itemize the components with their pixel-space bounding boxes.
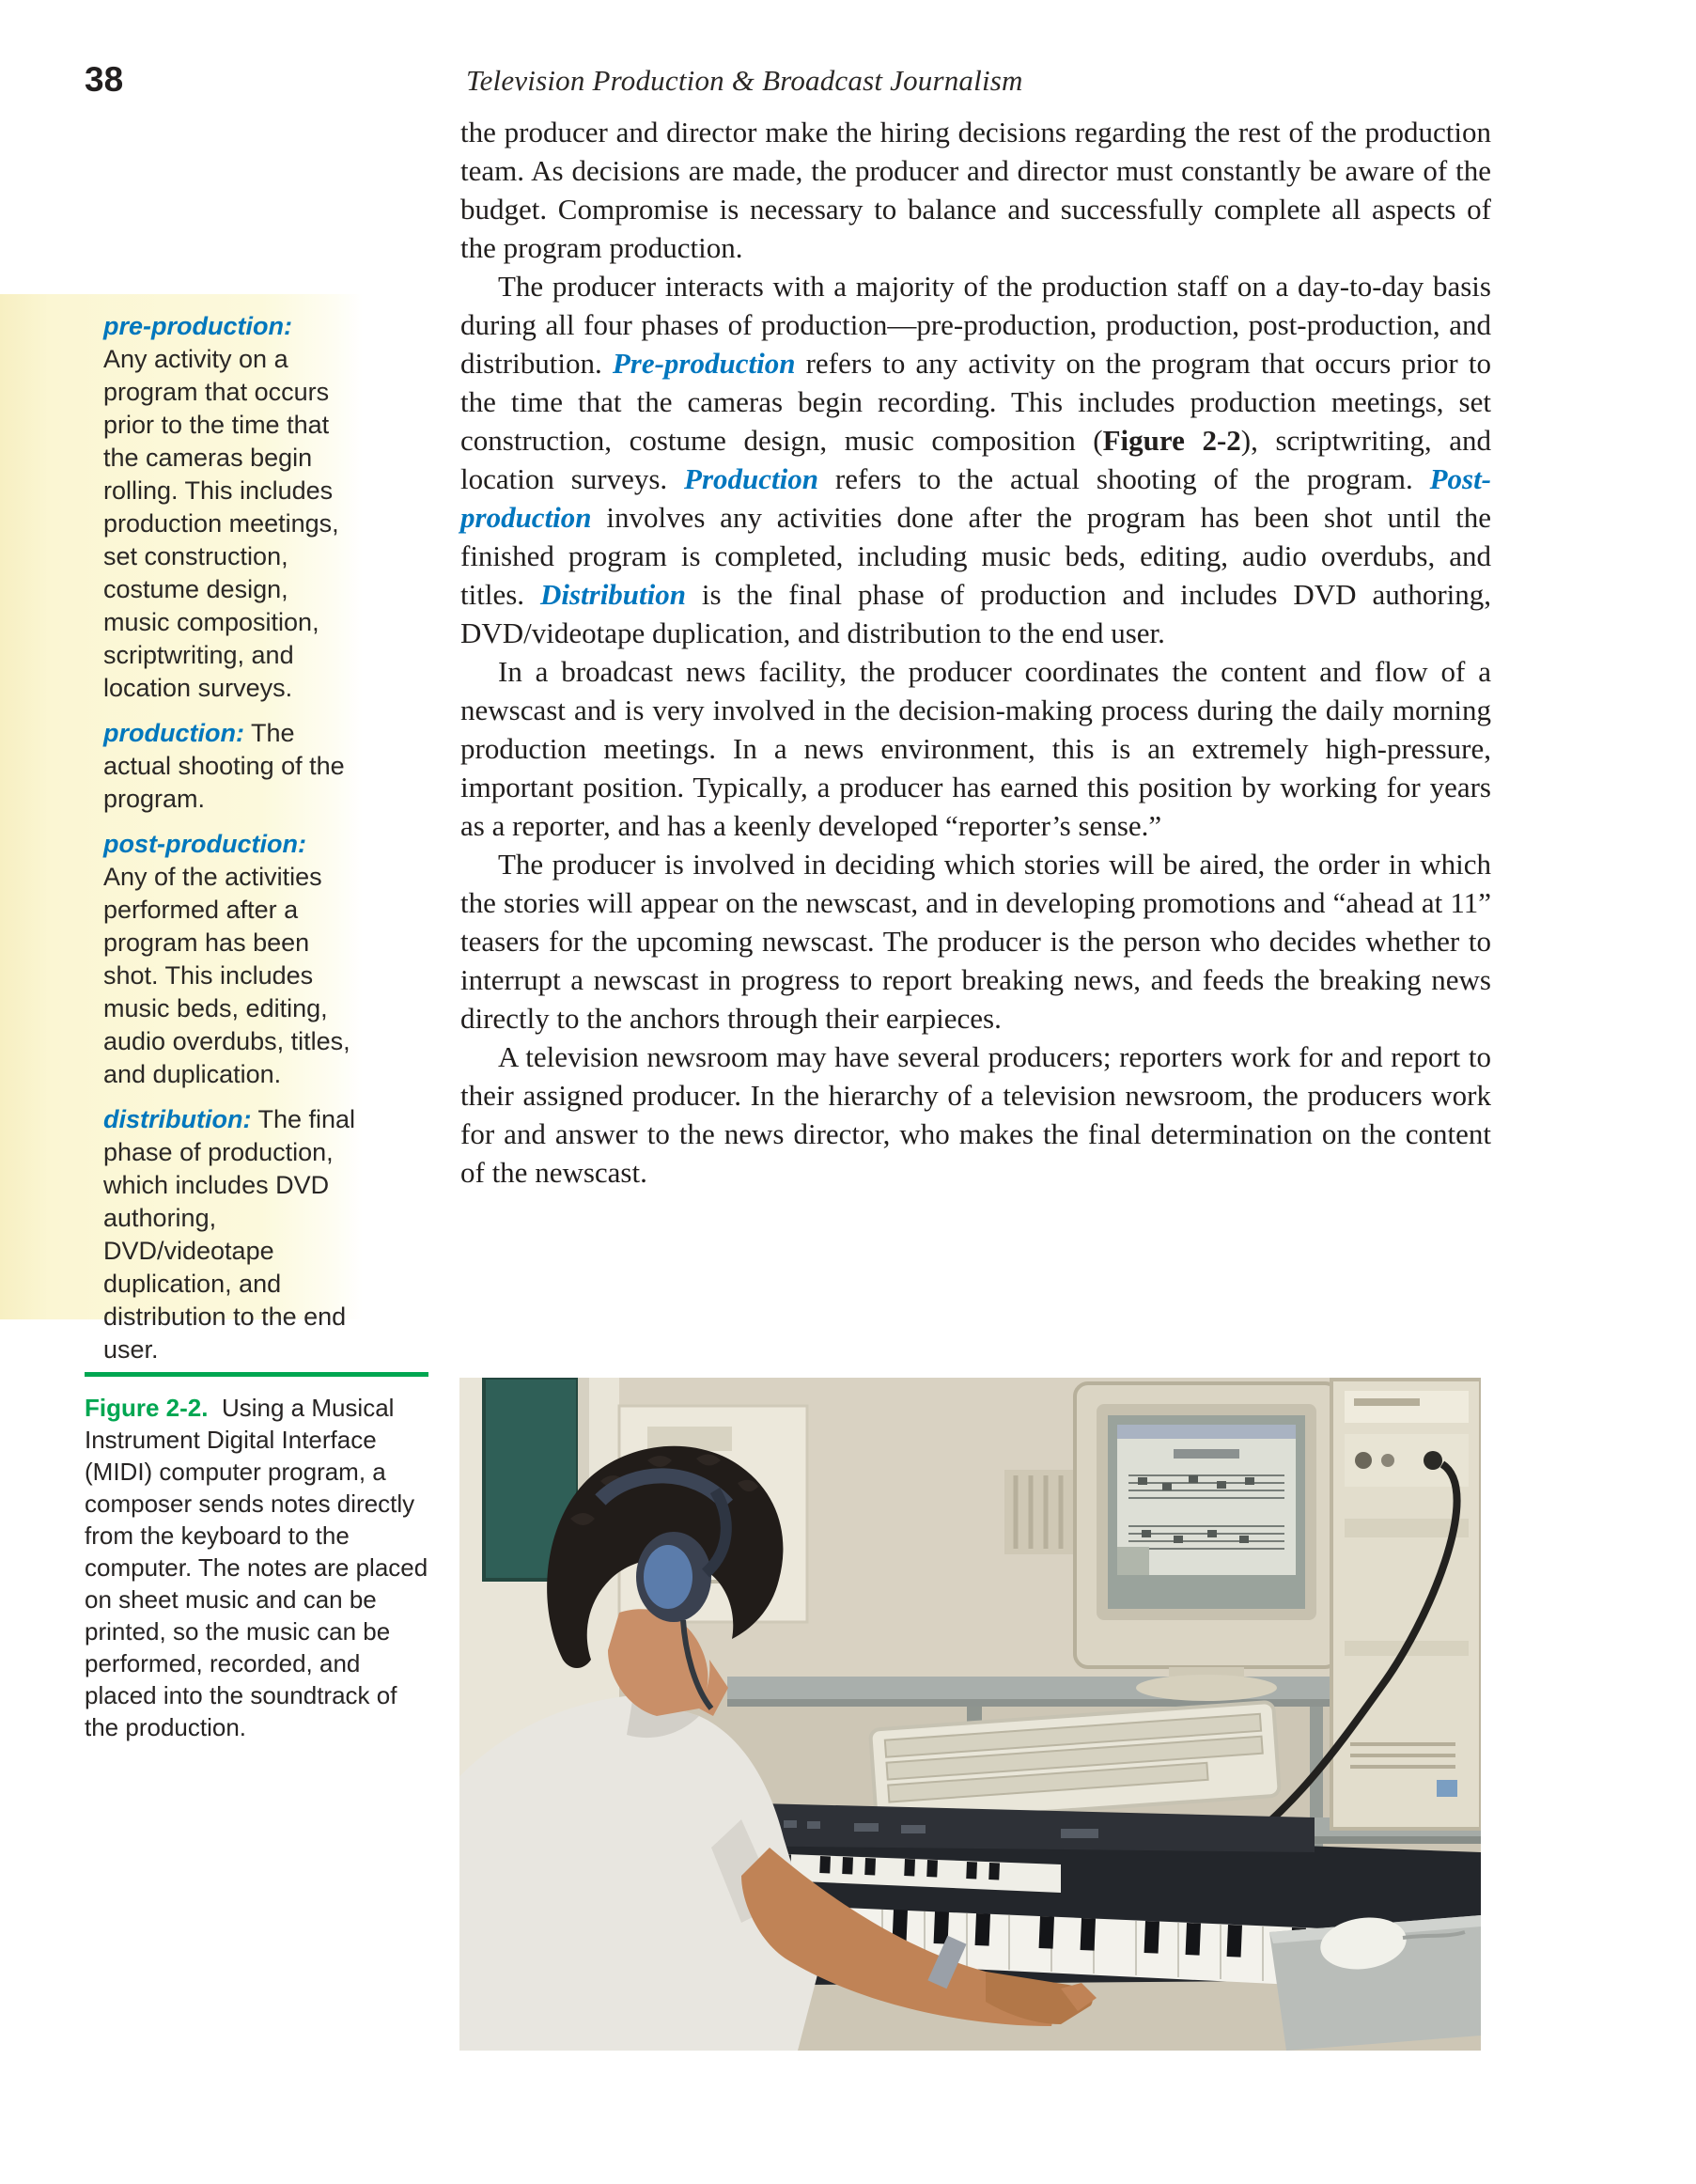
photo-screen-sheet-music (1117, 1425, 1296, 1575)
glossary-definition: The actual shooting of the program. (103, 719, 345, 813)
photo-crt-monitor (1075, 1383, 1338, 1701)
glossary-definition: The final phase of production, which includes DVD authoring, DVD/videotape duplication, and distribution to the end user. (103, 1105, 356, 1364)
body-paragraph: The producer is involved in deciding which stories will be aired, the order in which the stories will appear on the newscast, and in developing promotions and “ahead at 11” teasers for the upcoming newscast. The producer is the person who decides whether to interrupt a newscast in progress to report breaking news, and feeds the breaking news directly to the anchors through their earpieces. (460, 848, 1491, 1035)
body-paragraph: The producer interacts with a majority of the production staff on a day-to-day basis during all four phases of production—pre-production, production, post-production, and distribution. Pre-production refers to any activity on the program that occurs prior to the time that the cameras begin recording. This includes production meetings, set construction, costume design, music composition (Figure 2-2), scriptwriting, and location surveys. Production refers to the actual shooting of the program. Post-production involves any activities done after the program has been shot until the finished program is completed, including music beds, editing, audio overdubs, and titles. Distribution is the final phase of production and includes DVD authoring, DVD/videotape duplication, and distribution to the end user. (460, 270, 1492, 649)
glossary-entry (103, 828, 359, 1091)
running-head-title: Television Production & Broadcast Journalism (466, 64, 1023, 97)
photo-illustration (459, 1378, 1481, 2051)
glossary-definition: Any of the activities performed after a program has been shot. This includes music beds, editing, audio overdubs, titles, and duplication. (103, 863, 350, 1088)
body-text (460, 113, 1491, 1192)
glossary-term: post-production: (103, 830, 306, 858)
body-paragraph: In a broadcast news facility, the producer coordinates the content and flow of a newscast and is very involved in the decision-making process during the daily morning production meetings. In a news environment, this is an extremely high-pressure, important position. Typically, a producer has earned this position by working for years as a reporter, and has a keenly developed “reporter’s sense.” (460, 655, 1491, 842)
figure-caption (85, 1392, 430, 1743)
page-number: 38 (85, 60, 124, 99)
body-paragraph: A television newsroom may have several producers; reporters work for and report to their assigned producer. In the hierarchy of a television newsroom, the producers work for and answer to the news director, who makes the final determination on the content of the newscast. (460, 1040, 1491, 1189)
glossary-entry (103, 310, 359, 705)
glossary-entry (103, 717, 359, 816)
glossary-term: production: (103, 719, 244, 747)
figure-caption-rule (85, 1372, 428, 1377)
body-paragraph: the producer and director make the hiring decisions regarding the rest of the production team. As decisions are made, the producer and director must constantly be aware of the budget. Compromise is necessary to balance and successfully complete all aspects of the program production. (460, 116, 1491, 264)
glossary-term: distribution: (103, 1105, 252, 1133)
figure-caption-text: Using a Musical Instrument Digital Interface (MIDI) computer program, a composer sends notes directly from the keyboard to the computer. The notes are placed on sheet music and can be printed, so the music can be performed, recorded, and placed into the soundtrack of the production. (85, 1394, 428, 1741)
glossary-sidebar (0, 294, 363, 1364)
figure-photo (459, 1378, 1481, 2051)
glossary-term: pre-production: (103, 312, 292, 340)
photo-mouse (1269, 1912, 1481, 2051)
glossary-definition: Any activity on a program that occurs prior to the time that the cameras begin rolling. This includes production meetings, set construction, costume design, music composition, scriptwriting, and location surveys. (103, 345, 339, 702)
sidebar-definitions (103, 310, 359, 1379)
figure-label: Figure 2-2. (85, 1394, 209, 1422)
glossary-entry (103, 1103, 359, 1366)
